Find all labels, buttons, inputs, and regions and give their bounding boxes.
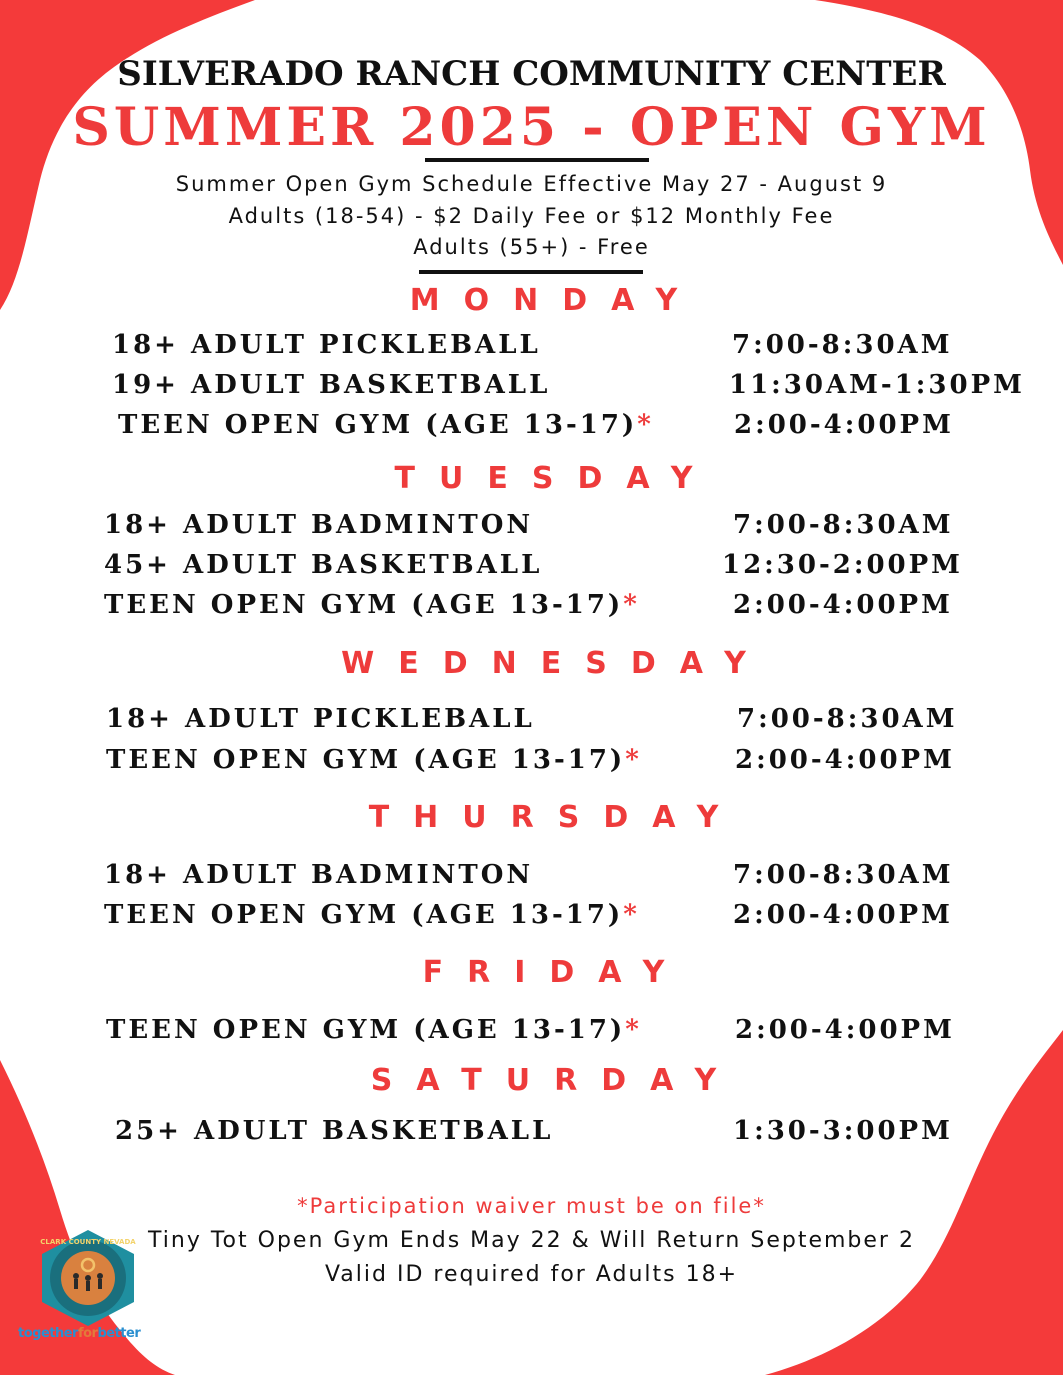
thursday-activity-1: 18+ ADULT BADMINTON bbox=[104, 860, 534, 890]
activity-label: TEEN OPEN GYM (AGE 13-17) bbox=[104, 900, 624, 930]
tuesday-activity-3 bbox=[104, 590, 640, 620]
monday-time-2: 11:30AM-1:30PM bbox=[729, 370, 1025, 400]
tuesday-time-2: 12:30-2:00PM bbox=[722, 550, 963, 580]
activity-label: TEEN OPEN GYM (AGE 13-17) bbox=[118, 410, 638, 440]
thursday-time-1: 7:00-8:30AM bbox=[733, 860, 954, 890]
wednesday-time-1: 7:00-8:30AM bbox=[737, 704, 958, 734]
tiny-tot-note: Tiny Tot Open Gym Ends May 22 & Will Return September 2 bbox=[148, 1228, 915, 1253]
monday-time-1: 7:00-8:30AM bbox=[732, 330, 953, 360]
activity-label: TEEN OPEN GYM (AGE 13-17) bbox=[104, 590, 624, 620]
wednesday-time-2: 2:00-4:00PM bbox=[735, 745, 955, 775]
page-title: SUMMER 2025 - OPEN GYM bbox=[72, 97, 991, 158]
day-heading-friday: FRIDAY bbox=[422, 955, 689, 990]
valid-id-note: Valid ID required for Adults 18+ bbox=[324, 1262, 739, 1287]
waiver-note: *Participation waiver must be on file* bbox=[297, 1194, 766, 1218]
monday-time-3: 2:00-4:00PM bbox=[734, 410, 954, 440]
waiver-asterisk: * bbox=[625, 1015, 642, 1045]
monday-activity-2: 19+ ADULT BASKETBALL bbox=[112, 370, 551, 400]
saturday-time-1: 1:30-3:00PM bbox=[733, 1116, 953, 1146]
schedule-effective-text: Summer Open Gym Schedule Effective May 27 - August 9 bbox=[175, 172, 888, 196]
day-heading-wednesday: WEDNESDAY bbox=[341, 646, 770, 681]
tagline-part-1: together bbox=[18, 1326, 78, 1341]
friday-time-1: 2:00-4:00PM bbox=[735, 1015, 955, 1045]
org-name: SILVERADO RANCH COMMUNITY CENTER bbox=[117, 54, 946, 94]
monday-activity-3 bbox=[118, 410, 654, 440]
day-heading-saturday: SATURDAY bbox=[370, 1063, 741, 1098]
clark-county-seal-icon bbox=[38, 1228, 138, 1328]
title-underline bbox=[425, 158, 649, 162]
seal-text: CLARK COUNTY NEVADA bbox=[40, 1238, 136, 1246]
wednesday-activity-1: 18+ ADULT PICKLEBALL bbox=[106, 704, 535, 734]
tuesday-time-3: 2:00-4:00PM bbox=[733, 590, 953, 620]
saturday-activity-1: 25+ ADULT BASKETBALL bbox=[115, 1116, 554, 1146]
day-heading-thursday: THURSDAY bbox=[368, 800, 743, 835]
thursday-time-2: 2:00-4:00PM bbox=[733, 900, 953, 930]
day-heading-monday: MONDAY bbox=[409, 283, 702, 318]
activity-label: TEEN OPEN GYM (AGE 13-17) bbox=[106, 1015, 626, 1045]
thursday-activity-2 bbox=[104, 900, 640, 930]
tuesday-time-1: 7:00-8:30AM bbox=[733, 510, 954, 540]
waiver-asterisk: * bbox=[637, 410, 654, 440]
tuesday-activity-1: 18+ ADULT BADMINTON bbox=[104, 510, 534, 540]
waiver-asterisk: * bbox=[625, 745, 642, 775]
day-heading-tuesday: TUESDAY bbox=[394, 461, 717, 496]
friday-activity-1 bbox=[106, 1015, 642, 1045]
waiver-asterisk: * bbox=[623, 900, 640, 930]
monday-activity-1: 18+ ADULT PICKLEBALL bbox=[112, 330, 541, 360]
tagline-part-2: for bbox=[77, 1326, 98, 1341]
info-underline bbox=[419, 270, 643, 274]
tuesday-activity-2: 45+ ADULT BASKETBALL bbox=[104, 550, 543, 580]
tagline-part-3: better bbox=[97, 1326, 141, 1341]
activity-label: TEEN OPEN GYM (AGE 13-17) bbox=[106, 745, 626, 775]
tagline bbox=[18, 1326, 140, 1341]
wednesday-activity-2 bbox=[106, 745, 642, 775]
waiver-asterisk: * bbox=[623, 590, 640, 620]
adult-fee-text: Adults (18-54) - $2 Daily Fee or $12 Monthly Fee bbox=[228, 204, 835, 228]
senior-fee-text: Adults (55+) - Free bbox=[413, 235, 650, 259]
